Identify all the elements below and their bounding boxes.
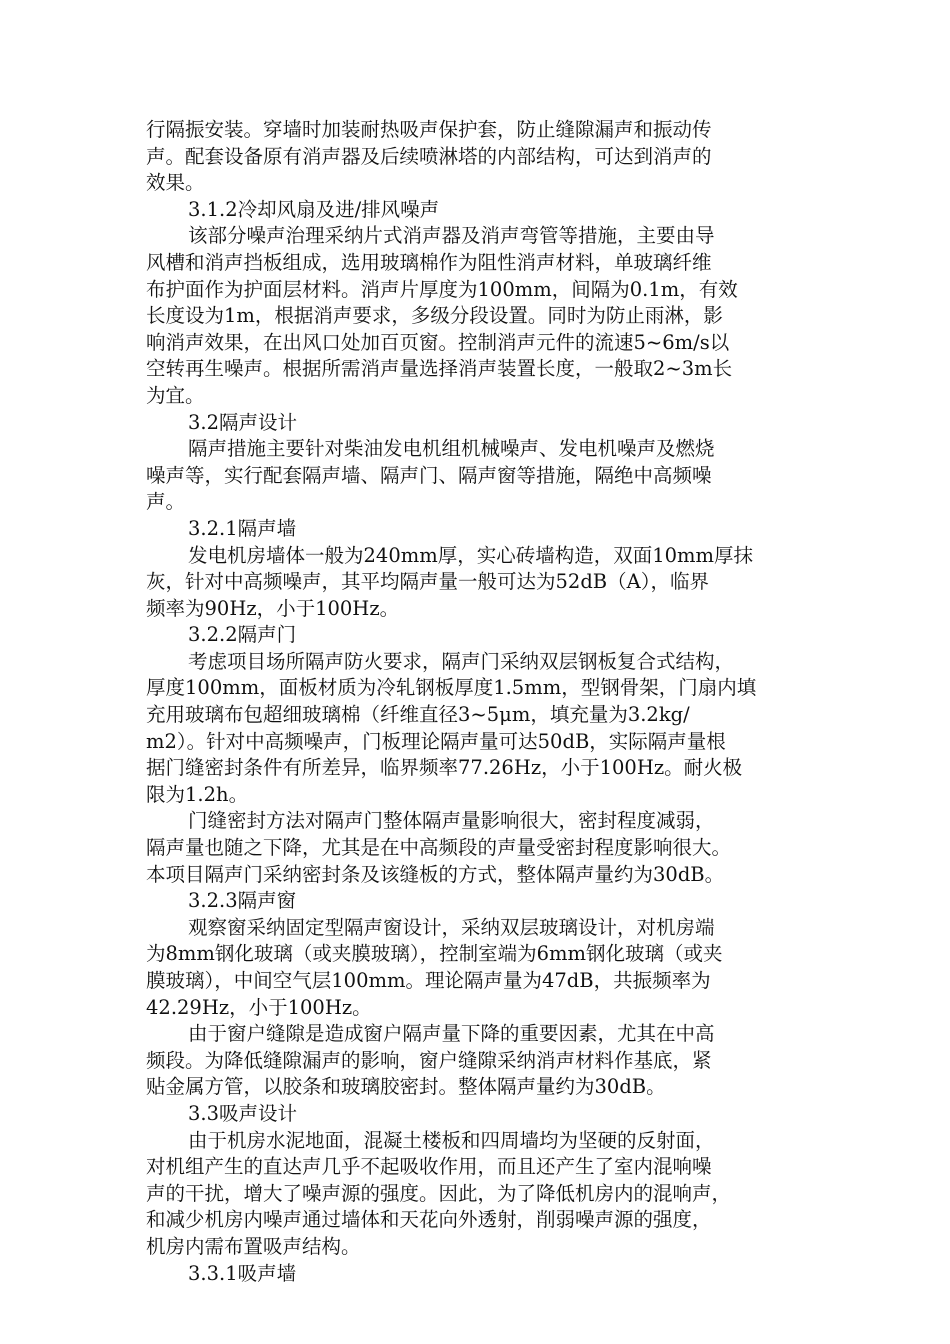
- text-line: 该部分噪声治理采纳片式消声器及消声弯管等措施，主要由导: [188, 224, 715, 248]
- text-line: 布护面作为护面层材料。消声片厚度为100mm，间隔为0.1m，有效: [146, 277, 738, 301]
- text-line: 噪声等，实行配套隔声墙、隔声门、隔声窗等措施，隔绝中高频噪: [146, 463, 712, 487]
- text-line: 42.29Hz，小于100Hz。: [146, 995, 372, 1019]
- text-line: m2）。针对中高频噪声，门板理论隔声量可达50dB，实际隔声量根: [146, 729, 726, 753]
- text-line: 声。配套设备原有消声器及后续喷淋塔的内部结构，可达到消声的: [146, 144, 712, 168]
- text-line: 3.2.1隔声墙: [188, 516, 297, 540]
- text-line: 由于机房水泥地面，混凝土楼板和四周墙均为坚硬的反射面，: [188, 1128, 715, 1152]
- text-line: 机房内需布置吸声结构。: [146, 1234, 361, 1258]
- text-line: 灰，针对中高频噪声，其平均隔声量一般可达为52dB（A），临界: [146, 570, 709, 594]
- text-line: 限为1.2h。: [146, 782, 249, 806]
- text-line: 发电机房墙体一般为240mm厚，实心砖墙构造，双面10mm厚抹: [188, 543, 753, 567]
- text-line: 据门缝密封条件有所差异，临界频率77.26Hz，小于100Hz。耐火极: [146, 756, 743, 780]
- text-line: 3.1.2冷却风扇及进/排风噪声: [188, 197, 440, 221]
- text-line: 3.3.1吸声墙: [188, 1261, 297, 1285]
- text-line: 为宜。: [146, 383, 205, 407]
- text-line: 风槽和消声挡板组成，选用玻璃棉作为阻性消声材料，单玻璃纤维: [146, 250, 712, 274]
- document-body: [146, 117, 806, 1287]
- text-line: 厚度100mm，面板材质为冷轧钢板厚度1.5mm，型钢骨架，门扇内填: [146, 676, 757, 700]
- text-line: 3.3吸声设计: [188, 1101, 298, 1125]
- text-line: 频段。为降低缝隙漏声的影响，窗户缝隙采纳消声材料作基底，紧: [146, 1048, 712, 1072]
- text-line: 效果。: [146, 171, 205, 195]
- text-line: 3.2.2隔声门: [188, 623, 297, 647]
- text-line: 空转再生噪声。根据所需消声量选择消声装置长度，一般取2~3m长: [146, 357, 733, 381]
- text-line: 和减少机房内噪声通过墙体和天花向外透射，削弱噪声源的强度，: [146, 1208, 712, 1232]
- text-line: 由于窗户缝隙是造成窗户隔声量下降的重要因素，尤其在中高: [188, 1022, 715, 1046]
- text-line: 3.2.3隔声窗: [188, 889, 297, 913]
- text-line: 观察窗采纳固定型隔声窗设计，采纳双层玻璃设计，对机房端: [188, 915, 715, 939]
- text-line: 响消声效果，在出风口处加百页窗。控制消声元件的流速5~6m/s以: [146, 330, 730, 354]
- text-line: 门缝密封方法对隔声门整体隔声量影响很大，密封程度减弱，: [188, 809, 715, 833]
- text-line: 考虑项目场所隔声防火要求，隔声门采纳双层钢板复合式结构，: [188, 649, 735, 673]
- text-line: 行隔振安装。穿墙时加装耐热吸声保护套，防止缝隙漏声和振动传: [146, 118, 712, 141]
- text-line: 3.2隔声设计: [188, 410, 298, 434]
- text-line: 隔声量也随之下降，尤其是在中高频段的声量受密封程度影响很大。: [146, 836, 732, 860]
- text-line: 为8mm钢化玻璃（或夹膜玻璃），控制室端为6mm钢化玻璃（或夹: [146, 942, 723, 966]
- text-line: 长度设为1m，根据消声要求，多级分段设置。同时为防止雨淋，影: [146, 304, 723, 328]
- text-line: 膜玻璃），中间空气层100mm。理论隔声量为47dB，共振频率为: [146, 969, 711, 992]
- text-line: 频率为90Hz，小于100Hz。: [146, 596, 400, 620]
- text-line: 声。: [146, 490, 186, 514]
- text-line: 充用玻璃布包超细玻璃棉（纤维直径3~5μm，填充量为3.2kg/: [146, 703, 690, 727]
- text-line: 声的干扰，增大了噪声源的强度。因此，为了降低机房内的混响声，: [146, 1181, 732, 1205]
- text-line: 贴金属方管，以胶条和玻璃胶密封。整体隔声量约为30dB。: [146, 1075, 666, 1099]
- text-line: 对机组产生的直达声几乎不起吸收作用，而且还产生了室内混响噪: [146, 1155, 712, 1179]
- text-line: 本项目隔声门采纳密封条及该缝板的方式，整体隔声量约为30dB。: [146, 862, 725, 886]
- text-line: 隔声措施主要针对柴油发电机组机械噪声、发电机噪声及燃烧: [188, 437, 715, 461]
